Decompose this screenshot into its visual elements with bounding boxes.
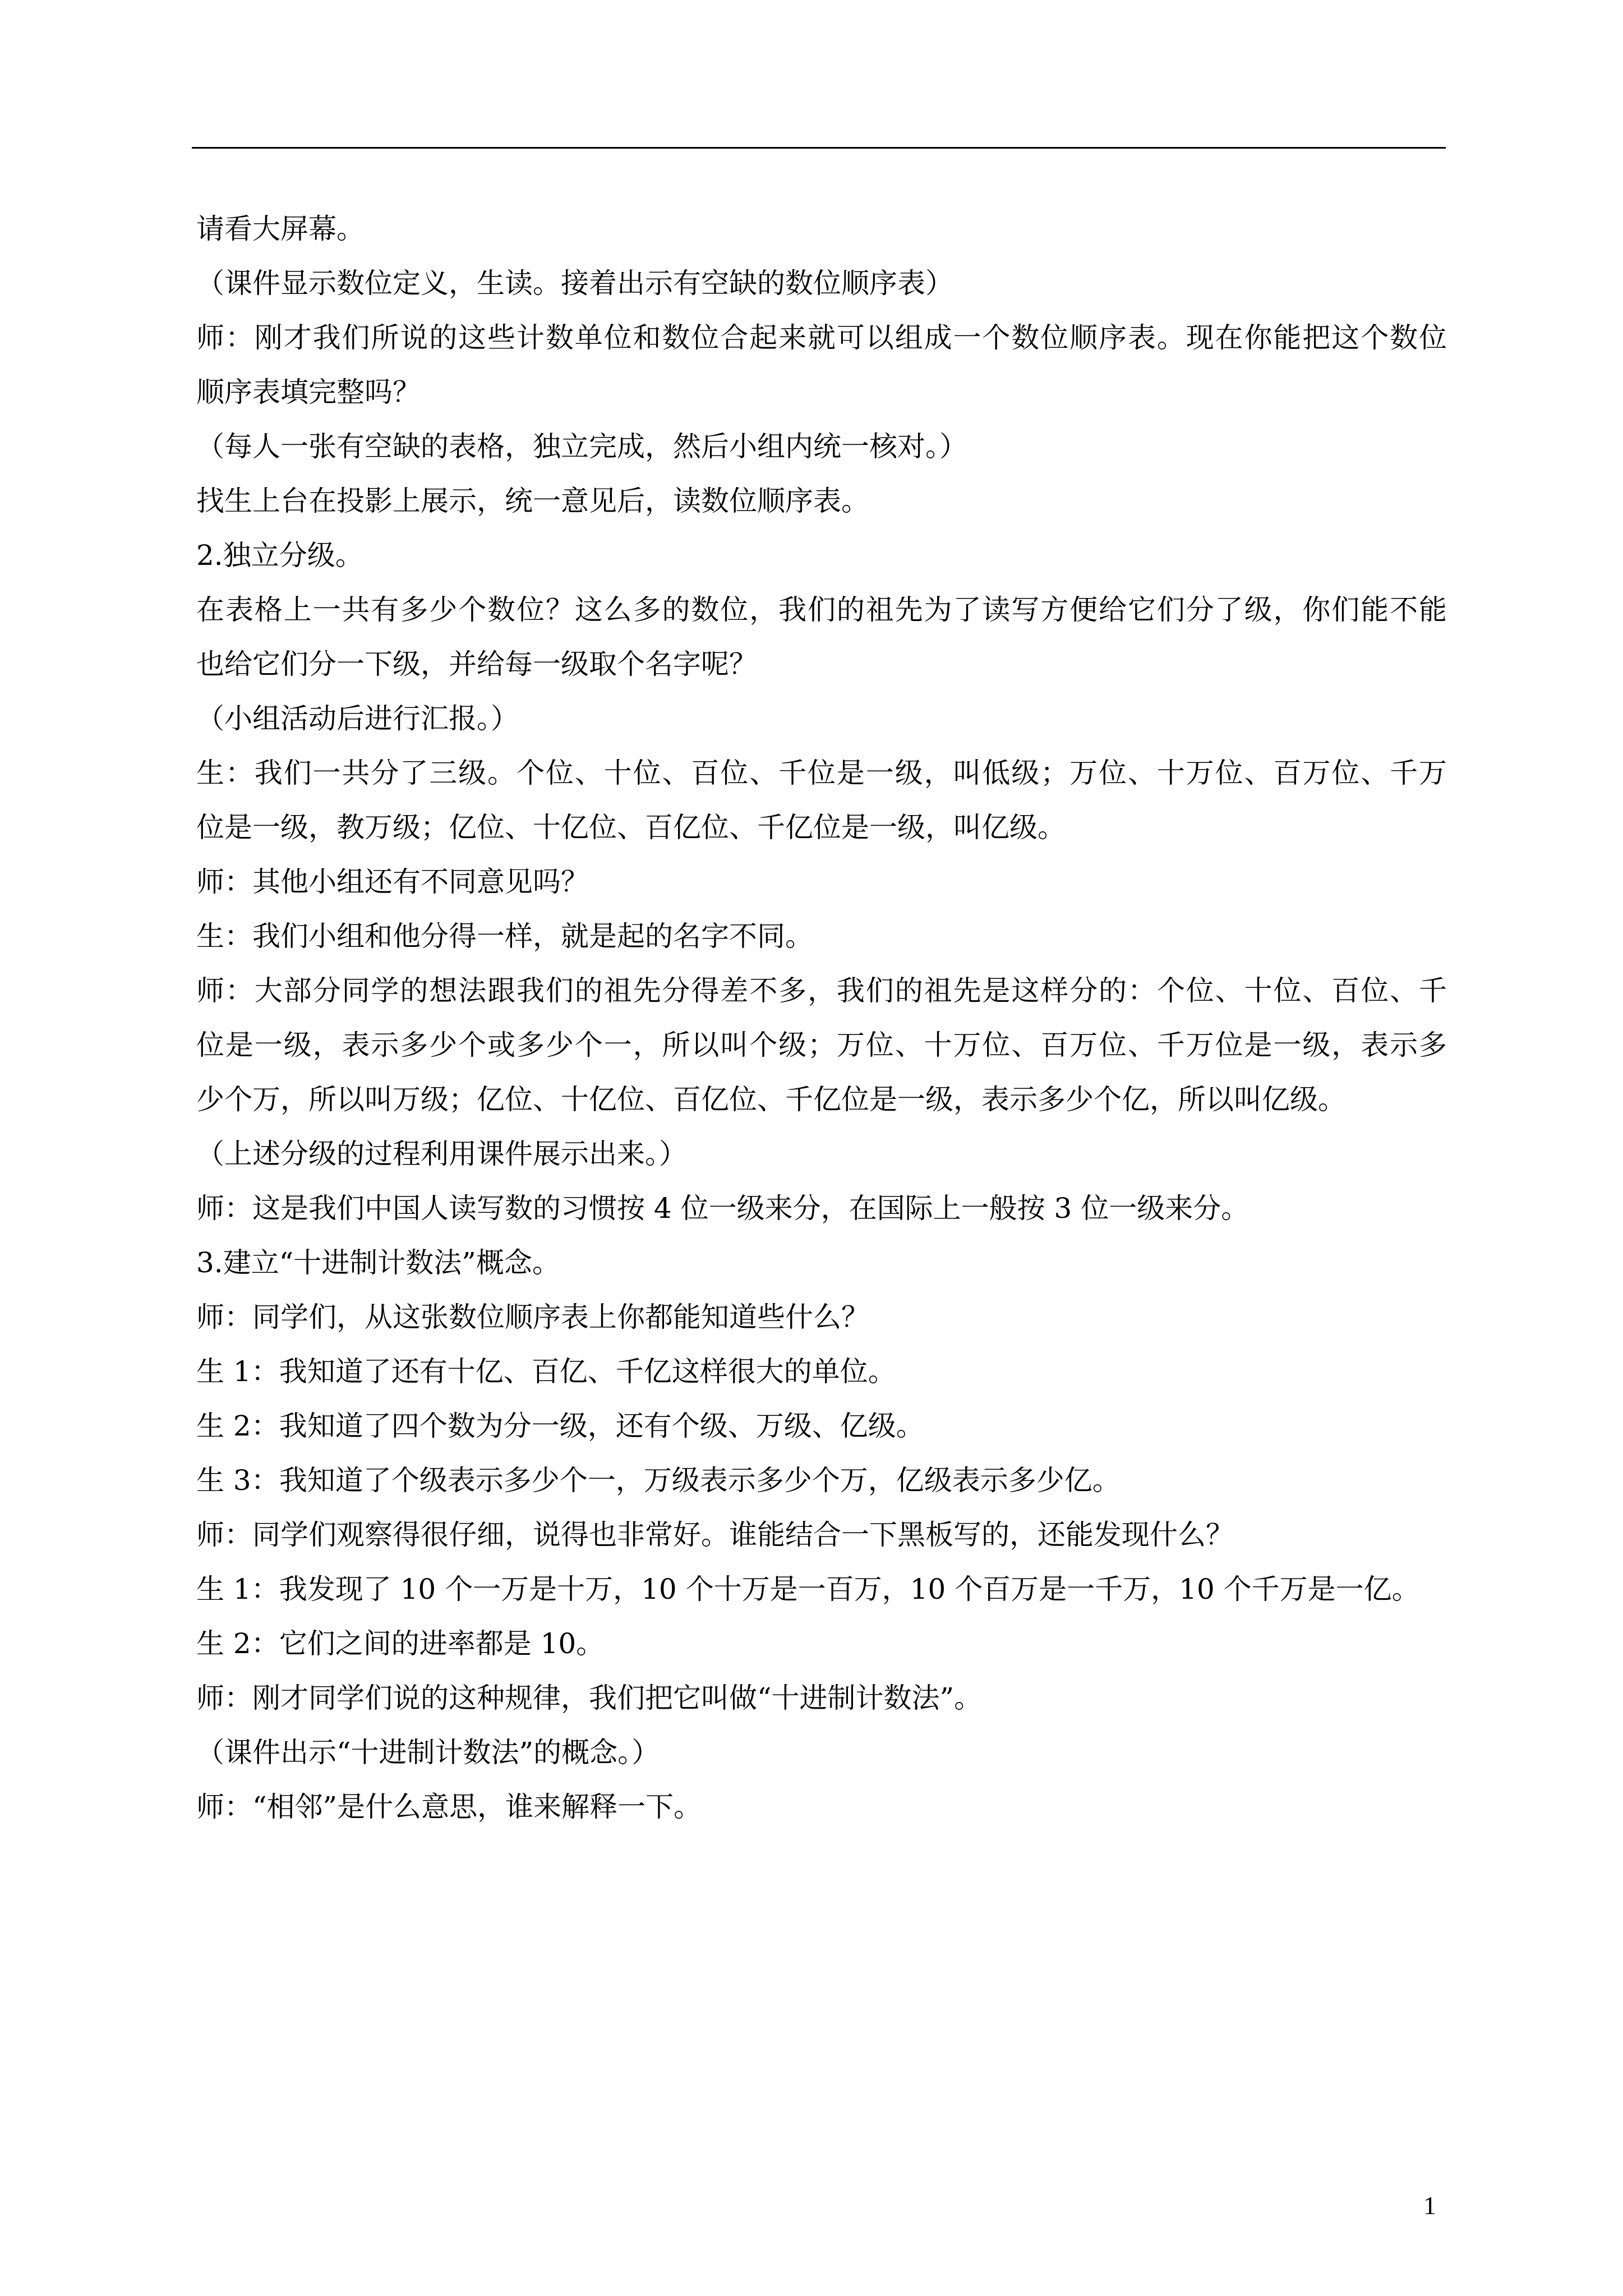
- text-line: 师：刚才我们所说的这些计数单位和数位合起来就可以组成一个数位顺序表。现在你能把这个数位: [196, 321, 1447, 354]
- page-number: 1: [1423, 2191, 1436, 2220]
- text-line: 2.独立分级。: [196, 539, 363, 572]
- text-line: （小组活动后进行汇报。）: [196, 702, 519, 735]
- text-line: 生 1：我发现了 10 个一万是十万，10 个十万是一百万，10 个百万是一千万，10 个千万是一亿。: [196, 1573, 1420, 1605]
- text-line: 顺序表填完整吗？: [196, 376, 421, 408]
- document-body: [196, 202, 1447, 1834]
- text-line: 师：同学们观察得很仔细，说得也非常好。谁能结合一下黑板写的，还能发现什么？: [196, 1519, 1234, 1551]
- text-line: 在表格上一共有多少个数位？这么多的数位，我们的祖先为了读写方便给它们分了级，你们能不能: [196, 593, 1447, 626]
- header-rule: [192, 147, 1446, 149]
- text-line: （课件出示“十进制计数法”的概念。）: [196, 1736, 660, 1769]
- text-line: 师：“相邻”是什么意思，谁来解释一下。: [196, 1791, 702, 1823]
- text-line: 生 3：我知道了个级表示多少个一，万级表示多少个万，亿级表示多少亿。: [196, 1464, 1121, 1497]
- text-line: （每人一张有空缺的表格，独立完成，然后小组内统一核对。）: [196, 430, 967, 463]
- text-line: 找生上台在投影上展示，统一意见后，读数位顺序表。: [196, 485, 869, 517]
- text-line: （课件显示数位定义，生读。接着出示有空缺的数位顺序表）: [196, 267, 953, 300]
- text-line: 少个万，所以叫万级；亿位、十亿位、百亿位、千亿位是一级，表示多少个亿，所以叫亿级。: [196, 1083, 1346, 1116]
- text-line: 位是一级，表示多少个或多少个一，所以叫个级；万位、十万位、百万位、千万位是一级，表示多: [196, 1029, 1447, 1061]
- text-line: 师：刚才同学们说的这种规律，我们把它叫做“十进制计数法”。: [196, 1682, 983, 1714]
- text-line: 师：同学们，从这张数位顺序表上你都能知道些什么？: [196, 1301, 869, 1333]
- text-line: 师：这是我们中国人读写数的习惯按 4 位一级来分，在国际上一般按 3 位一级来分。: [196, 1192, 1249, 1225]
- text-line: 3.建立“十进制计数法”概念。: [196, 1246, 560, 1279]
- text-line: （上述分级的过程利用课件展示出来。）: [196, 1138, 687, 1170]
- text-line: 生：我们一共分了三级。个位、十位、百位、千位是一级，叫低级；万位、十万位、百万位、千万: [196, 757, 1447, 789]
- text-line: 也给它们分一下级，并给每一级取个名字呢？: [196, 648, 757, 680]
- text-line: 生 1：我知道了还有十亿、百亿、千亿这样很大的单位。: [196, 1355, 896, 1388]
- text-line: 请看大屏幕。: [196, 213, 365, 245]
- text-line: 位是一级，教万级；亿位、十亿位、百亿位、千亿位是一级，叫亿级。: [196, 811, 1066, 844]
- text-line: 生 2：它们之间的进率都是 10。: [196, 1627, 605, 1660]
- text-line: 生：我们小组和他分得一样，就是起的名字不同。: [196, 920, 813, 953]
- text-line: 师：其他小组还有不同意见吗？: [196, 866, 589, 898]
- text-line: 生 2：我知道了四个数为分一级，还有个级、万级、亿级。: [196, 1410, 924, 1442]
- text-line: 师：大部分同学的想法跟我们的祖先分得差不多，我们的祖先是这样分的：个位、十位、百位、千: [196, 974, 1447, 1007]
